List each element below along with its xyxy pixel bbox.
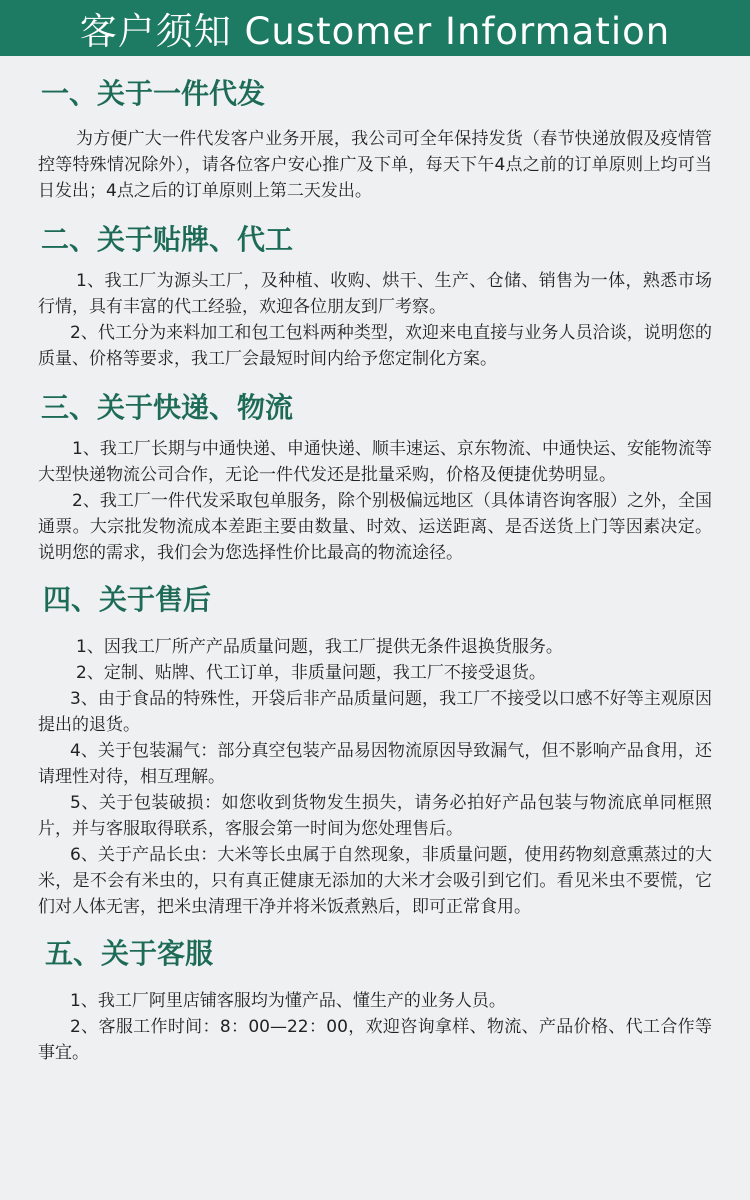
section-paragraph: 2、我工厂一件代发采取包单服务，除个别极偏远地区（具体请咨询客服）之外，全国通票。大宗批发物流成本差距主要由数量、时效、运送距离、是否送货上门等因素决定。说明您的需求，我们会为您选择性价比最高的物流途径。	[38, 491, 712, 563]
section-paragraph: 1、我工厂长期与中通快递、申通快递、顺丰速运、京东物流、中通快运、安能物流等大型快递物流公司合作，无论一件代发还是批量采购，价格及便捷优势明显。	[38, 439, 712, 485]
section-logistics	[38, 372, 712, 566]
section-title: 五、关于客服	[45, 937, 214, 970]
section-title: 三、关于快递、物流	[41, 391, 294, 424]
section-title: 四、关于售后	[43, 583, 212, 616]
section-oem	[38, 204, 712, 372]
page-banner	[0, 0, 750, 56]
section-paragraph: 5、关于包装破损：如您收到货物发生损失，请务必拍好产品包装与物流底单同框照片，并与客服取得联系，客服会第一时间为您处理售后。	[38, 793, 712, 839]
section-paragraph: 1、我工厂为源头工厂，及种植、收购、烘干、生产、仓储、销售为一体，熟悉市场行情，具有丰富的代工经验，欢迎各位朋友到厂考察。	[38, 271, 712, 317]
notice-content	[38, 56, 712, 1066]
section-paragraph: 2、客服工作时间：8：00—22：00，欢迎咨询拿样、物流、产品价格、代工合作等事宜。	[38, 1017, 712, 1063]
page-title: 客户须知 Customer Information	[79, 10, 671, 53]
section-paragraph: 2、定制、贴牌、代工订单，非质量问题，我工厂不接受退货。	[76, 663, 546, 683]
section-drop-shipping	[38, 56, 712, 204]
section-paragraph: 3、由于食品的特殊性，开袋后非产品质量问题，我工厂不接受以口感不好等主观原因提出的退货。	[38, 689, 712, 735]
section-paragraph: 1、因我工厂所产产品质量问题，我工厂提供无条件退换货服务。	[76, 637, 563, 657]
section-after-sales	[38, 566, 712, 920]
section-paragraph: 6、关于产品长虫：大米等长虫属于自然现象，非质量问题，使用药物刻意熏蒸过的大米，是不会有米虫的，只有真正健康无添加的大米才会吸引到它们。看见米虫不要慌，它们对人体无害，把米虫清理干净并将米饭煮熟后，即可正常食用。	[38, 845, 712, 917]
section-title: 一、关于一件代发	[41, 77, 266, 110]
section-paragraph: 1、我工厂阿里店铺客服均为懂产品、懂生产的业务人员。	[70, 991, 506, 1011]
section-paragraph: 2、代工分为来料加工和包工包料两种类型，欢迎来电直接与业务人员洽谈，说明您的质量、价格等要求，我工厂会最短时间内给予您定制化方案。	[38, 323, 712, 369]
section-customer-service	[38, 920, 712, 1066]
section-paragraph: 为方便广大一件代发客户业务开展，我公司可全年保持发货（春节快递放假及疫情管控等特殊情况除外），请各位客户安心推广及下单，每天下午4点之前的订单原则上均可当日发出；4点之后的订单原则上第二天发出。	[38, 129, 712, 201]
section-paragraph: 4、关于包装漏气：部分真空包装产品易因物流原因导致漏气，但不影响产品食用，还请理性对待，相互理解。	[38, 741, 712, 787]
section-title: 二、关于贴牌、代工	[41, 223, 294, 256]
